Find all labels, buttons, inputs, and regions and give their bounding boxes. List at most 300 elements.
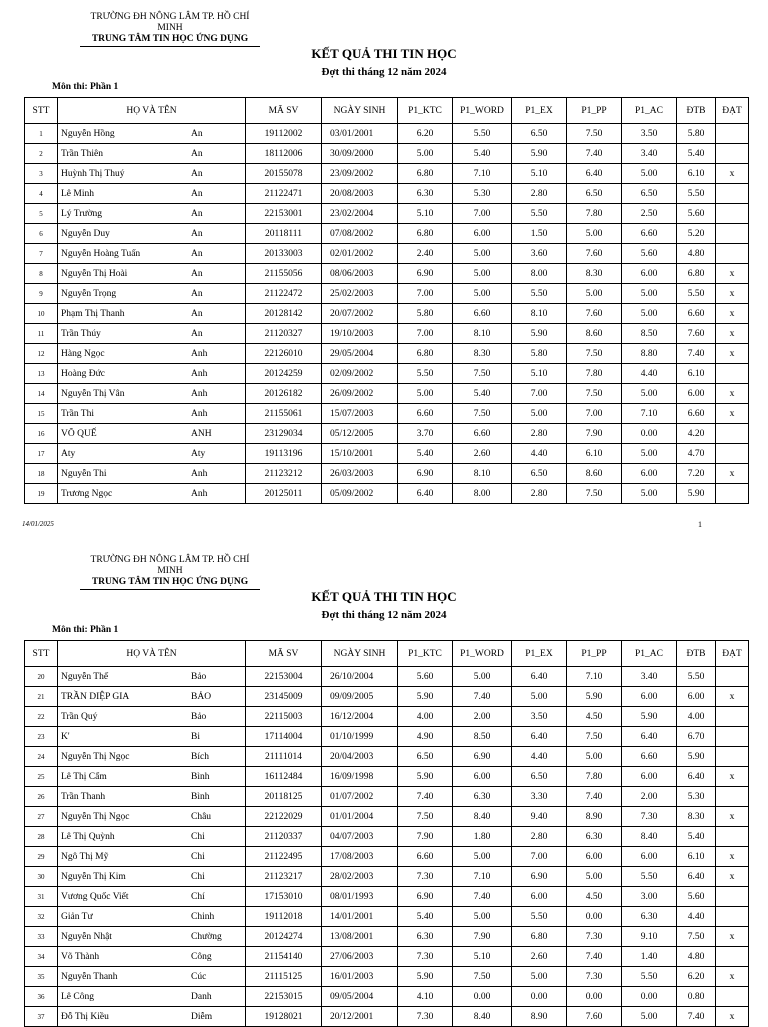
p1-pp-cell: 7.50: [567, 344, 622, 364]
p1-pp-cell: 4.50: [567, 707, 622, 727]
first-name: Châu: [191, 811, 212, 822]
p1-pp-cell: 6.50: [567, 184, 622, 204]
p1-word-cell: 6.60: [453, 304, 512, 324]
p1-pp-cell: 0.00: [567, 907, 622, 927]
name-cell: [58, 384, 246, 404]
p1-ex-cell: 2.80: [512, 424, 567, 444]
dob-cell: 15/07/2003: [322, 404, 398, 424]
stt-cell: 4: [25, 184, 58, 204]
dob-cell: 09/05/2004: [322, 987, 398, 1007]
name-cell: [58, 244, 246, 264]
results-table: [24, 97, 749, 504]
p1-ktc-cell: 5.60: [398, 667, 453, 687]
student-id-cell: 21122472: [246, 284, 322, 304]
p1-ex-cell: 6.50: [512, 124, 567, 144]
dtb-cell: 6.10: [677, 364, 716, 384]
p1-pp-cell: 8.90: [567, 807, 622, 827]
stt-cell: 36: [25, 987, 58, 1007]
table-row: [25, 847, 749, 867]
col-dtb-header: ĐTB: [677, 641, 716, 667]
p1-ex-cell: 3.50: [512, 707, 567, 727]
pass-mark-cell: x: [716, 847, 749, 867]
p1-ktc-cell: 7.30: [398, 1007, 453, 1027]
p1-ac-cell: 5.90: [622, 707, 677, 727]
p1-word-cell: 8.50: [453, 727, 512, 747]
p1-ac-cell: 3.40: [622, 144, 677, 164]
p1-pp-cell: 7.50: [567, 727, 622, 747]
last-name: VÕ QUẾ: [61, 428, 97, 439]
last-name: Phạm Thị Thanh: [61, 308, 125, 319]
name-cell: [58, 324, 246, 344]
col-name-header: HỌ VÀ TÊN: [58, 98, 246, 124]
table-row: [25, 667, 749, 687]
p1-ktc-cell: 7.90: [398, 827, 453, 847]
p1-ktc-cell: 6.90: [398, 887, 453, 907]
pass-mark-cell: [716, 667, 749, 687]
table-row: [25, 707, 749, 727]
p1-ac-cell: 5.00: [622, 444, 677, 464]
pass-mark-cell: x: [716, 807, 749, 827]
pass-mark-cell: [716, 727, 749, 747]
pass-mark-cell: x: [716, 767, 749, 787]
p1-ktc-cell: 5.90: [398, 767, 453, 787]
col-p1-ex-header: P1_EX: [512, 641, 567, 667]
dtb-cell: 5.50: [677, 284, 716, 304]
pass-mark-cell: [716, 144, 749, 164]
first-name: Anh: [191, 488, 208, 499]
dob-cell: 05/12/2005: [322, 424, 398, 444]
p1-ac-cell: 4.40: [622, 364, 677, 384]
col-stt-header: STT: [25, 641, 58, 667]
p1-ac-cell: 5.60: [622, 244, 677, 264]
name-cell: [58, 144, 246, 164]
last-name: Lê Thị Cẩm: [61, 771, 107, 782]
name-cell: [58, 687, 246, 707]
table-row: [25, 124, 749, 144]
p1-ex-cell: 2.80: [512, 484, 567, 504]
p1-ex-cell: 5.00: [512, 404, 567, 424]
stt-cell: 1: [25, 124, 58, 144]
student-id-cell: 16112484: [246, 767, 322, 787]
stt-cell: 9: [25, 284, 58, 304]
p1-pp-cell: 7.30: [567, 967, 622, 987]
pass-mark-cell: x: [716, 1007, 749, 1027]
p1-ktc-cell: 6.90: [398, 264, 453, 284]
pass-mark-cell: [716, 184, 749, 204]
p1-ac-cell: 6.00: [622, 767, 677, 787]
p1-pp-cell: 7.50: [567, 124, 622, 144]
p1-word-cell: 5.40: [453, 144, 512, 164]
p1-ac-cell: 6.60: [622, 747, 677, 767]
last-name: TRẦN DIỆP GIA: [61, 691, 130, 702]
name-cell: [58, 967, 246, 987]
p1-ex-cell: 5.90: [512, 324, 567, 344]
col-dat-header: ĐẠT: [716, 641, 749, 667]
first-name: Anh: [191, 368, 208, 379]
student-id-cell: 20124274: [246, 927, 322, 947]
name-cell: [58, 184, 246, 204]
p1-ktc-cell: 5.40: [398, 444, 453, 464]
col-dob-header: NGÀY SINH: [322, 641, 398, 667]
name-cell: [58, 284, 246, 304]
p1-ex-cell: 2.80: [512, 827, 567, 847]
table-row: [25, 827, 749, 847]
student-id-cell: 20133003: [246, 244, 322, 264]
col-p1-ex-header: P1_EX: [512, 98, 567, 124]
last-name: K': [61, 731, 70, 742]
student-id-cell: 21155061: [246, 404, 322, 424]
last-name: Giản Tư: [61, 911, 93, 922]
last-name: Hoàng Đức: [61, 368, 105, 379]
p1-ac-cell: 6.00: [622, 687, 677, 707]
dob-cell: 01/10/1999: [322, 727, 398, 747]
p1-ac-cell: 9.10: [622, 927, 677, 947]
last-name: Nguyễn Nhật: [61, 931, 112, 942]
stt-cell: 29: [25, 847, 58, 867]
p1-ac-cell: 3.40: [622, 667, 677, 687]
dtb-cell: 5.60: [677, 204, 716, 224]
p1-ac-cell: 8.40: [622, 827, 677, 847]
name-cell: [58, 827, 246, 847]
table-row: [25, 484, 749, 504]
p1-ac-cell: 6.40: [622, 727, 677, 747]
stt-cell: 6: [25, 224, 58, 244]
name-cell: [58, 344, 246, 364]
first-name: Bình: [191, 791, 210, 802]
table-row: [25, 364, 749, 384]
page-number: 1: [698, 520, 702, 529]
first-name: An: [191, 208, 203, 219]
p1-ktc-cell: 6.80: [398, 224, 453, 244]
name-cell: [58, 847, 246, 867]
dtb-cell: 5.40: [677, 827, 716, 847]
table-row: [25, 324, 749, 344]
dtb-cell: 5.40: [677, 144, 716, 164]
last-name: Trần Thiên: [61, 148, 103, 159]
pass-mark-cell: x: [716, 384, 749, 404]
name-cell: [58, 304, 246, 324]
stt-cell: 11: [25, 324, 58, 344]
table-row: [25, 344, 749, 364]
dtb-cell: 6.70: [677, 727, 716, 747]
dtb-cell: 5.50: [677, 667, 716, 687]
p1-ac-cell: 6.50: [622, 184, 677, 204]
p1-pp-cell: 6.30: [567, 827, 622, 847]
pass-mark-cell: x: [716, 967, 749, 987]
first-name: Bi: [191, 731, 200, 742]
stt-cell: 20: [25, 667, 58, 687]
p1-ktc-cell: 6.80: [398, 164, 453, 184]
dob-cell: 23/02/2004: [322, 204, 398, 224]
name-cell: [58, 364, 246, 384]
student-id-cell: 21123217: [246, 867, 322, 887]
dob-cell: 20/07/2002: [322, 304, 398, 324]
p1-ac-cell: 7.10: [622, 404, 677, 424]
student-id-cell: 23145009: [246, 687, 322, 707]
stt-cell: 5: [25, 204, 58, 224]
name-cell: [58, 464, 246, 484]
p1-ktc-cell: 6.30: [398, 927, 453, 947]
name-cell: [58, 484, 246, 504]
dob-cell: 20/12/2001: [322, 1007, 398, 1027]
student-id-cell: 23129034: [246, 424, 322, 444]
p1-pp-cell: 6.40: [567, 164, 622, 184]
table-row: [25, 727, 749, 747]
table-row: [25, 987, 749, 1007]
pass-mark-cell: [716, 444, 749, 464]
stt-cell: 8: [25, 264, 58, 284]
p1-ac-cell: 6.00: [622, 464, 677, 484]
p1-ktc-cell: 5.80: [398, 304, 453, 324]
first-name: Chi: [191, 871, 205, 882]
student-id-cell: 21154140: [246, 947, 322, 967]
stt-cell: 23: [25, 727, 58, 747]
col-stt-header: STT: [25, 98, 58, 124]
dob-cell: 14/01/2001: [322, 907, 398, 927]
p1-pp-cell: 5.90: [567, 687, 622, 707]
stt-cell: 12: [25, 344, 58, 364]
first-name: An: [191, 228, 203, 239]
p1-ex-cell: 5.00: [512, 967, 567, 987]
name-cell: [58, 887, 246, 907]
name-cell: [58, 907, 246, 927]
last-name: Nguyễn Thị Vân: [61, 388, 125, 399]
student-id-cell: 21115125: [246, 967, 322, 987]
name-cell: [58, 424, 246, 444]
p1-pp-cell: 5.00: [567, 867, 622, 887]
student-id-cell: 20125011: [246, 484, 322, 504]
p1-ex-cell: 5.90: [512, 144, 567, 164]
col-p1-pp-header: P1_PP: [567, 641, 622, 667]
p1-ktc-cell: 5.00: [398, 384, 453, 404]
p1-word-cell: 5.40: [453, 384, 512, 404]
p1-word-cell: 1.80: [453, 827, 512, 847]
p1-word-cell: 7.10: [453, 867, 512, 887]
pass-mark-cell: [716, 204, 749, 224]
pass-mark-cell: x: [716, 464, 749, 484]
name-cell: [58, 927, 246, 947]
dob-cell: 25/02/2003: [322, 284, 398, 304]
p1-ktc-cell: 7.00: [398, 284, 453, 304]
p1-pp-cell: 7.40: [567, 947, 622, 967]
p1-ktc-cell: 6.90: [398, 464, 453, 484]
stt-cell: 21: [25, 687, 58, 707]
dob-cell: 23/09/2002: [322, 164, 398, 184]
p1-ac-cell: 8.80: [622, 344, 677, 364]
stt-cell: 22: [25, 707, 58, 727]
p1-ac-cell: 2.50: [622, 204, 677, 224]
p1-word-cell: 6.60: [453, 424, 512, 444]
p1-ex-cell: 2.60: [512, 947, 567, 967]
pass-mark-cell: [716, 424, 749, 444]
dtb-cell: 4.40: [677, 907, 716, 927]
p1-word-cell: 6.30: [453, 787, 512, 807]
stt-cell: 24: [25, 747, 58, 767]
pass-mark-cell: x: [716, 264, 749, 284]
p1-word-cell: 5.00: [453, 847, 512, 867]
stt-cell: 7: [25, 244, 58, 264]
p1-pp-cell: 5.00: [567, 284, 622, 304]
first-name: An: [191, 188, 203, 199]
last-name: Lê Minh: [61, 188, 94, 199]
student-id-cell: 22126010: [246, 344, 322, 364]
first-name: Chí: [191, 891, 205, 902]
p1-ac-cell: 0.00: [622, 987, 677, 1007]
p1-ac-cell: 5.50: [622, 867, 677, 887]
p1-ex-cell: 0.00: [512, 987, 567, 1007]
student-id-cell: 20155078: [246, 164, 322, 184]
stt-cell: 10: [25, 304, 58, 324]
name-cell: [58, 767, 246, 787]
table-row: [25, 867, 749, 887]
name-cell: [58, 807, 246, 827]
table-row: [25, 404, 749, 424]
dtb-cell: 4.80: [677, 244, 716, 264]
dtb-cell: 5.20: [677, 224, 716, 244]
first-name: Anh: [191, 348, 208, 359]
table-row: [25, 244, 749, 264]
dtb-cell: 6.20: [677, 967, 716, 987]
first-name: ANH: [191, 428, 212, 439]
p1-ac-cell: 3.50: [622, 124, 677, 144]
results-table: [24, 640, 749, 1027]
stt-cell: 30: [25, 867, 58, 887]
dob-cell: 07/08/2002: [322, 224, 398, 244]
table-row: [25, 444, 749, 464]
p1-word-cell: 8.10: [453, 464, 512, 484]
stt-cell: 14: [25, 384, 58, 404]
p1-ex-cell: 9.40: [512, 807, 567, 827]
p1-ac-cell: 6.60: [622, 224, 677, 244]
p1-ex-cell: 5.10: [512, 364, 567, 384]
last-name: Nguyễn Thế: [61, 671, 109, 682]
report-subtitle: Đợt thi tháng 12 năm 2024: [321, 609, 447, 621]
p1-word-cell: 5.50: [453, 124, 512, 144]
col-p1-ktc-header: P1_KTC: [398, 641, 453, 667]
name-cell: [58, 747, 246, 767]
dtb-cell: 0.80: [677, 987, 716, 1007]
p1-ex-cell: 5.50: [512, 284, 567, 304]
dob-cell: 28/02/2003: [322, 867, 398, 887]
pass-mark-cell: x: [716, 687, 749, 707]
p1-word-cell: 8.10: [453, 324, 512, 344]
pass-mark-cell: [716, 244, 749, 264]
student-id-cell: 20124259: [246, 364, 322, 384]
last-name: Vương Quốc Viết: [61, 891, 129, 902]
student-id-cell: 20118111: [246, 224, 322, 244]
dtb-cell: 6.00: [677, 687, 716, 707]
p1-ktc-cell: 2.40: [398, 244, 453, 264]
p1-ktc-cell: 5.90: [398, 967, 453, 987]
school-name: TRƯỜNG ĐH NÔNG LÂM TP. HỒ CHÍ MINH: [90, 12, 250, 33]
p1-word-cell: 5.00: [453, 264, 512, 284]
col-mssv-header: MÃ SV: [246, 641, 322, 667]
name-cell: [58, 987, 246, 1007]
report-title: KẾT QUẢ THI TIN HỌC: [311, 46, 457, 61]
table-row: [25, 204, 749, 224]
p1-pp-cell: 7.60: [567, 244, 622, 264]
dob-cell: 17/08/2003: [322, 847, 398, 867]
p1-pp-cell: 7.40: [567, 787, 622, 807]
pass-mark-cell: x: [716, 867, 749, 887]
first-name: Chường: [191, 931, 222, 942]
dob-cell: 08/01/1993: [322, 887, 398, 907]
p1-ac-cell: 6.00: [622, 847, 677, 867]
name-cell: [58, 164, 246, 184]
first-name: Danh: [191, 991, 212, 1002]
dtb-cell: 6.10: [677, 847, 716, 867]
stt-cell: 34: [25, 947, 58, 967]
table-row: [25, 887, 749, 907]
p1-ex-cell: 5.00: [512, 687, 567, 707]
last-name: Nguyễn Hoàng Tuấn: [61, 248, 141, 259]
dob-cell: 26/10/2004: [322, 667, 398, 687]
last-name: Nguyễn Hồng: [61, 128, 115, 139]
p1-pp-cell: 7.40: [567, 144, 622, 164]
p1-ac-cell: 5.00: [622, 304, 677, 324]
p1-word-cell: 5.00: [453, 667, 512, 687]
name-cell: [58, 224, 246, 244]
p1-word-cell: 8.40: [453, 1007, 512, 1027]
student-id-cell: 22122029: [246, 807, 322, 827]
p1-ktc-cell: 7.40: [398, 787, 453, 807]
p1-ac-cell: 2.00: [622, 787, 677, 807]
last-name: Nguyễn Thanh: [61, 971, 118, 982]
p1-ktc-cell: 6.60: [398, 404, 453, 424]
dob-cell: 30/09/2000: [322, 144, 398, 164]
student-id-cell: 21111014: [246, 747, 322, 767]
first-name: An: [191, 168, 203, 179]
p1-ac-cell: 5.00: [622, 284, 677, 304]
report-title: KẾT QUẢ THI TIN HỌC: [311, 589, 457, 604]
dtb-cell: 6.60: [677, 404, 716, 424]
pass-mark-cell: x: [716, 164, 749, 184]
p1-pp-cell: 7.80: [567, 364, 622, 384]
first-name: Anh: [191, 388, 208, 399]
dob-cell: 02/09/2002: [322, 364, 398, 384]
dtb-cell: 5.50: [677, 184, 716, 204]
stt-cell: 35: [25, 967, 58, 987]
pass-mark-cell: x: [716, 324, 749, 344]
first-name: An: [191, 128, 203, 139]
table-header-row: [25, 98, 749, 124]
subject-label: Môn thi: Phần 1: [52, 625, 119, 635]
p1-ac-cell: 5.00: [622, 1007, 677, 1027]
p1-word-cell: 6.00: [453, 224, 512, 244]
stt-cell: 3: [25, 164, 58, 184]
pass-mark-cell: x: [716, 404, 749, 424]
p1-pp-cell: 5.00: [567, 224, 622, 244]
p1-ktc-cell: 6.30: [398, 184, 453, 204]
dob-cell: 05/09/2002: [322, 484, 398, 504]
first-name: Cúc: [191, 971, 207, 982]
p1-ac-cell: 5.00: [622, 484, 677, 504]
p1-word-cell: 7.50: [453, 364, 512, 384]
dob-cell: 01/07/2002: [322, 787, 398, 807]
p1-ex-cell: 7.00: [512, 847, 567, 867]
p1-ktc-cell: 3.70: [398, 424, 453, 444]
dtb-cell: 4.20: [677, 424, 716, 444]
p1-ex-cell: 7.00: [512, 384, 567, 404]
dtb-cell: 5.30: [677, 787, 716, 807]
last-name: Nguyễn Thị Ngọc: [61, 811, 130, 822]
student-id-cell: 22153015: [246, 987, 322, 1007]
name-cell: [58, 667, 246, 687]
stt-cell: 28: [25, 827, 58, 847]
table-row: [25, 144, 749, 164]
first-name: An: [191, 288, 203, 299]
p1-ex-cell: 6.50: [512, 767, 567, 787]
